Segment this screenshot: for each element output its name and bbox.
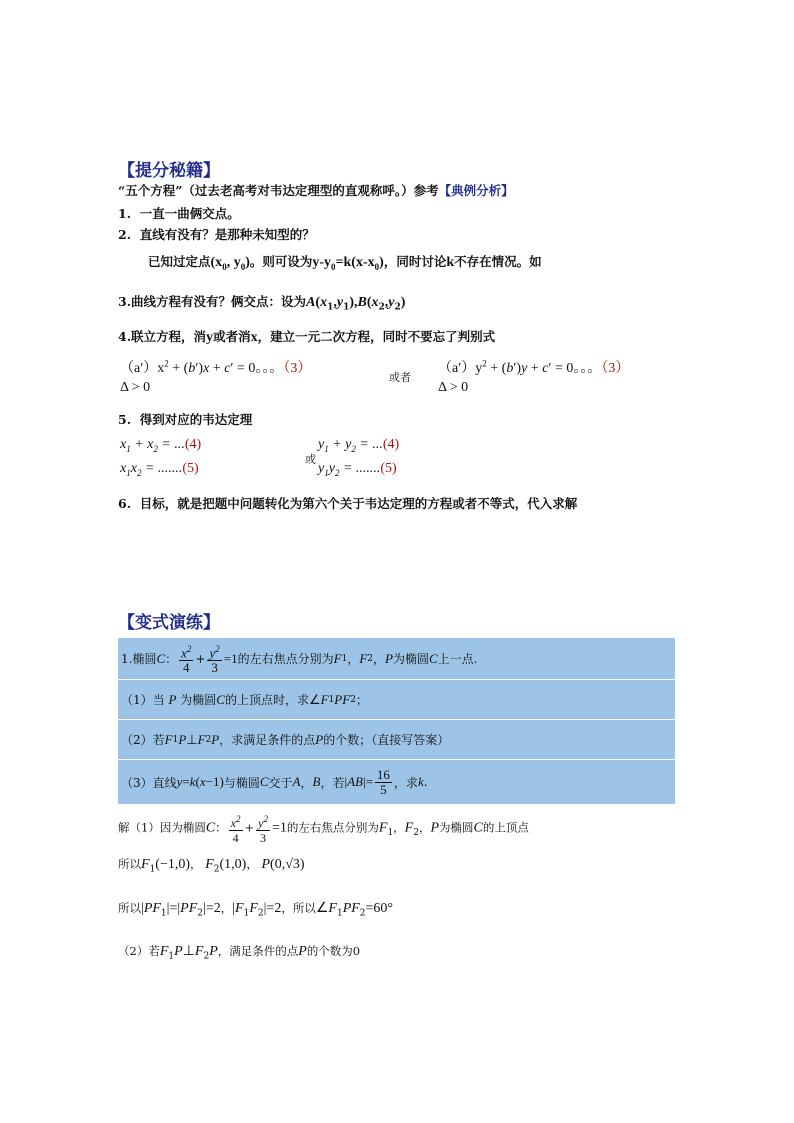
item4-mid: 或者消 bbox=[213, 329, 251, 344]
vieta-product-y: $y_1y_2 = .......(5)$ bbox=[318, 461, 397, 478]
known-text-a: 已知过定点 bbox=[148, 254, 211, 269]
item-text: 一直一曲俩交点。 bbox=[139, 206, 240, 221]
points-ab: A bbox=[306, 295, 316, 310]
known-text-c: ，同时讨论 bbox=[383, 254, 447, 269]
row4-mid2: 交于 bbox=[268, 775, 293, 790]
known-text-b: 。则可设为 bbox=[249, 254, 313, 269]
row3-pre: （2）若 bbox=[121, 733, 165, 747]
sol1-mid: 的左右焦点分别为 bbox=[286, 820, 379, 835]
line-equation: $y-y_0=k(x-x_0)$ bbox=[312, 255, 384, 272]
row1-post: 为椭圆 bbox=[392, 652, 429, 666]
sol3-mid: ，所以 bbox=[281, 901, 316, 915]
sol4-pre: （2）若 bbox=[118, 944, 160, 958]
x-symbol: x bbox=[250, 330, 258, 345]
problem-row-2: （1）当 P 为椭圆 C 的上顶点时，求 ∠ F 1 PF 2 ； bbox=[118, 680, 675, 720]
row2-mid: 为椭圆 bbox=[180, 693, 217, 707]
y-symbol: y bbox=[206, 330, 214, 345]
sol1-end: 的上顶点 bbox=[482, 820, 529, 835]
item4-end: ，建立一元二次方程，同时不要忘了判别式 bbox=[257, 329, 496, 344]
sol4-mid: ，满足条件的点 bbox=[217, 944, 299, 958]
k-symbol: k bbox=[446, 255, 455, 270]
row3-end: 的个数；（直接写答案） bbox=[323, 733, 450, 747]
row2-end: ； bbox=[355, 693, 368, 707]
item-number: 2. bbox=[118, 227, 132, 242]
vieta-sum-x: $x_1 + x_2 = ...(4)$ bbox=[120, 437, 202, 454]
solution-line-1: 解（1）因为椭圆C： $\frac{x^2}{4}$ + $\frac{y^2}{3}$ =1的左右焦点分别为$F_1$，$F_2$，P为椭圆C的上顶点 bbox=[118, 814, 529, 845]
discriminant: Δ > 0 bbox=[120, 380, 151, 395]
sol1-post: 为椭圆 bbox=[439, 820, 474, 835]
vieta-sum-y: $y_1 + y_2 = ...(4)$ bbox=[318, 437, 400, 454]
section-title-tips: 【提分秘籍】 bbox=[118, 161, 220, 181]
discriminant: Δ > 0 bbox=[438, 380, 469, 395]
quadratic-y: $(a')x^2 + (b')x + c' = 0$。。。（3） bbox=[120, 358, 312, 376]
known-text-d: 不存在情况。如 bbox=[454, 254, 542, 269]
equation-number: (5) bbox=[182, 461, 199, 476]
row4-pre: （3）直线 bbox=[121, 775, 177, 790]
item6-text: 目标，就是把题中问题转化为第六个关于韦达定理的方程或者不等式，代入求解 bbox=[139, 496, 578, 511]
row1-mid: 的左右焦点分别为 bbox=[237, 652, 334, 666]
row1-pre: 1.椭圆 bbox=[121, 652, 157, 666]
item5-text: 得到对应的韦达定理 bbox=[139, 412, 253, 427]
vieta-product-x: $x_1x_2 = .......(5)$ bbox=[120, 461, 199, 478]
item-number: 5. bbox=[118, 412, 132, 427]
row3-mid: ，求满足条件的点 bbox=[219, 733, 316, 747]
item-number: 6. bbox=[118, 496, 132, 511]
known-point-line bbox=[148, 252, 542, 272]
quadratic-x: $(a')y^2 + (b')y + c' = 0$。。。（3） bbox=[438, 358, 630, 376]
row2-mid2: 的上顶点时，求 bbox=[224, 693, 309, 707]
solution-line-2: 所以$F_1(-1,0)$， $F_2(1,0)$， P(0,√3) bbox=[118, 857, 305, 875]
item-6 bbox=[118, 494, 577, 512]
item4-text: 4.联立方程，消 bbox=[118, 329, 207, 344]
sol3-pre: 所以 bbox=[118, 901, 141, 915]
equation-number: (4) bbox=[184, 437, 202, 452]
row2-pre: （1）当 bbox=[121, 693, 165, 707]
intro-reference[interactable]: 【典例分析】 bbox=[438, 183, 514, 198]
or-word: 或者 bbox=[389, 371, 411, 384]
or-short: 或 bbox=[305, 453, 316, 466]
item3-text: 3.曲线方程有没有？俩交点：设为 bbox=[118, 294, 307, 309]
list-item bbox=[118, 204, 240, 222]
row4-mid3: ，若 bbox=[320, 775, 345, 790]
point-x0-y0: ($x_0$, $y_0$) bbox=[210, 255, 250, 272]
row4-mid: 与椭圆 bbox=[223, 775, 260, 790]
sol2-pre: 所以 bbox=[118, 857, 141, 871]
item-4 bbox=[118, 327, 495, 346]
intro-text: “五个方程”（过去老高考对韦达定理型的直观称呼。）参考 bbox=[118, 183, 439, 198]
solution-line-4: （2）若$F_1P\perp F_2P$，满足条件的点P的个数为0 bbox=[118, 944, 361, 962]
sol4-end: 的个数为0 bbox=[306, 944, 361, 958]
equation-number: (5) bbox=[380, 461, 397, 476]
problem-row-3: （2）若 F 1 P ⊥ F 2 P ，求满足条件的点 P 的个数；（直接写答案） bbox=[118, 720, 675, 760]
item-text: 直线有没有？是那种未知型的？ bbox=[139, 227, 315, 242]
intro-line bbox=[118, 181, 514, 199]
equation-number: (4) bbox=[382, 437, 400, 452]
item-5 bbox=[118, 410, 252, 428]
solution-line-3: 所以$|PF_1|=|PF_2|=2$，$|F_1F_2|=2$，所以$\angle F_1PF_2=60^\circ$ bbox=[118, 901, 394, 919]
row1-end: 上一点. bbox=[437, 652, 478, 666]
problem-box bbox=[118, 638, 675, 804]
item-3: 3.曲线方程有没有？俩交点：设为$A(x_1,y_1),B(x_2,y_2)$ bbox=[118, 294, 406, 313]
equation-number: （3） bbox=[283, 361, 312, 376]
list-item bbox=[118, 225, 315, 243]
item-number: 1. bbox=[118, 206, 132, 221]
sol1-pre: 解（1）因为椭圆 bbox=[118, 820, 206, 835]
problem-row-1: 1.椭圆 C ： $\frac{x^2}{4}$ + $\frac{y^2}{3}$ =1 的左右焦点分别为 F 1 ， F 2 ， P 为椭圆 C 上一点. bbox=[118, 638, 675, 680]
row4-end: ，求 bbox=[393, 775, 418, 790]
equation-number: （3） bbox=[601, 361, 630, 376]
problem-row-4: （3）直线 y = k ( x −1) 与椭圆 C 交于 A ， B ，若 | AB |= $\frac{16}{5}$ ，求 k . bbox=[121, 766, 428, 797]
section-title-practice: 【变式演练】 bbox=[118, 613, 220, 633]
